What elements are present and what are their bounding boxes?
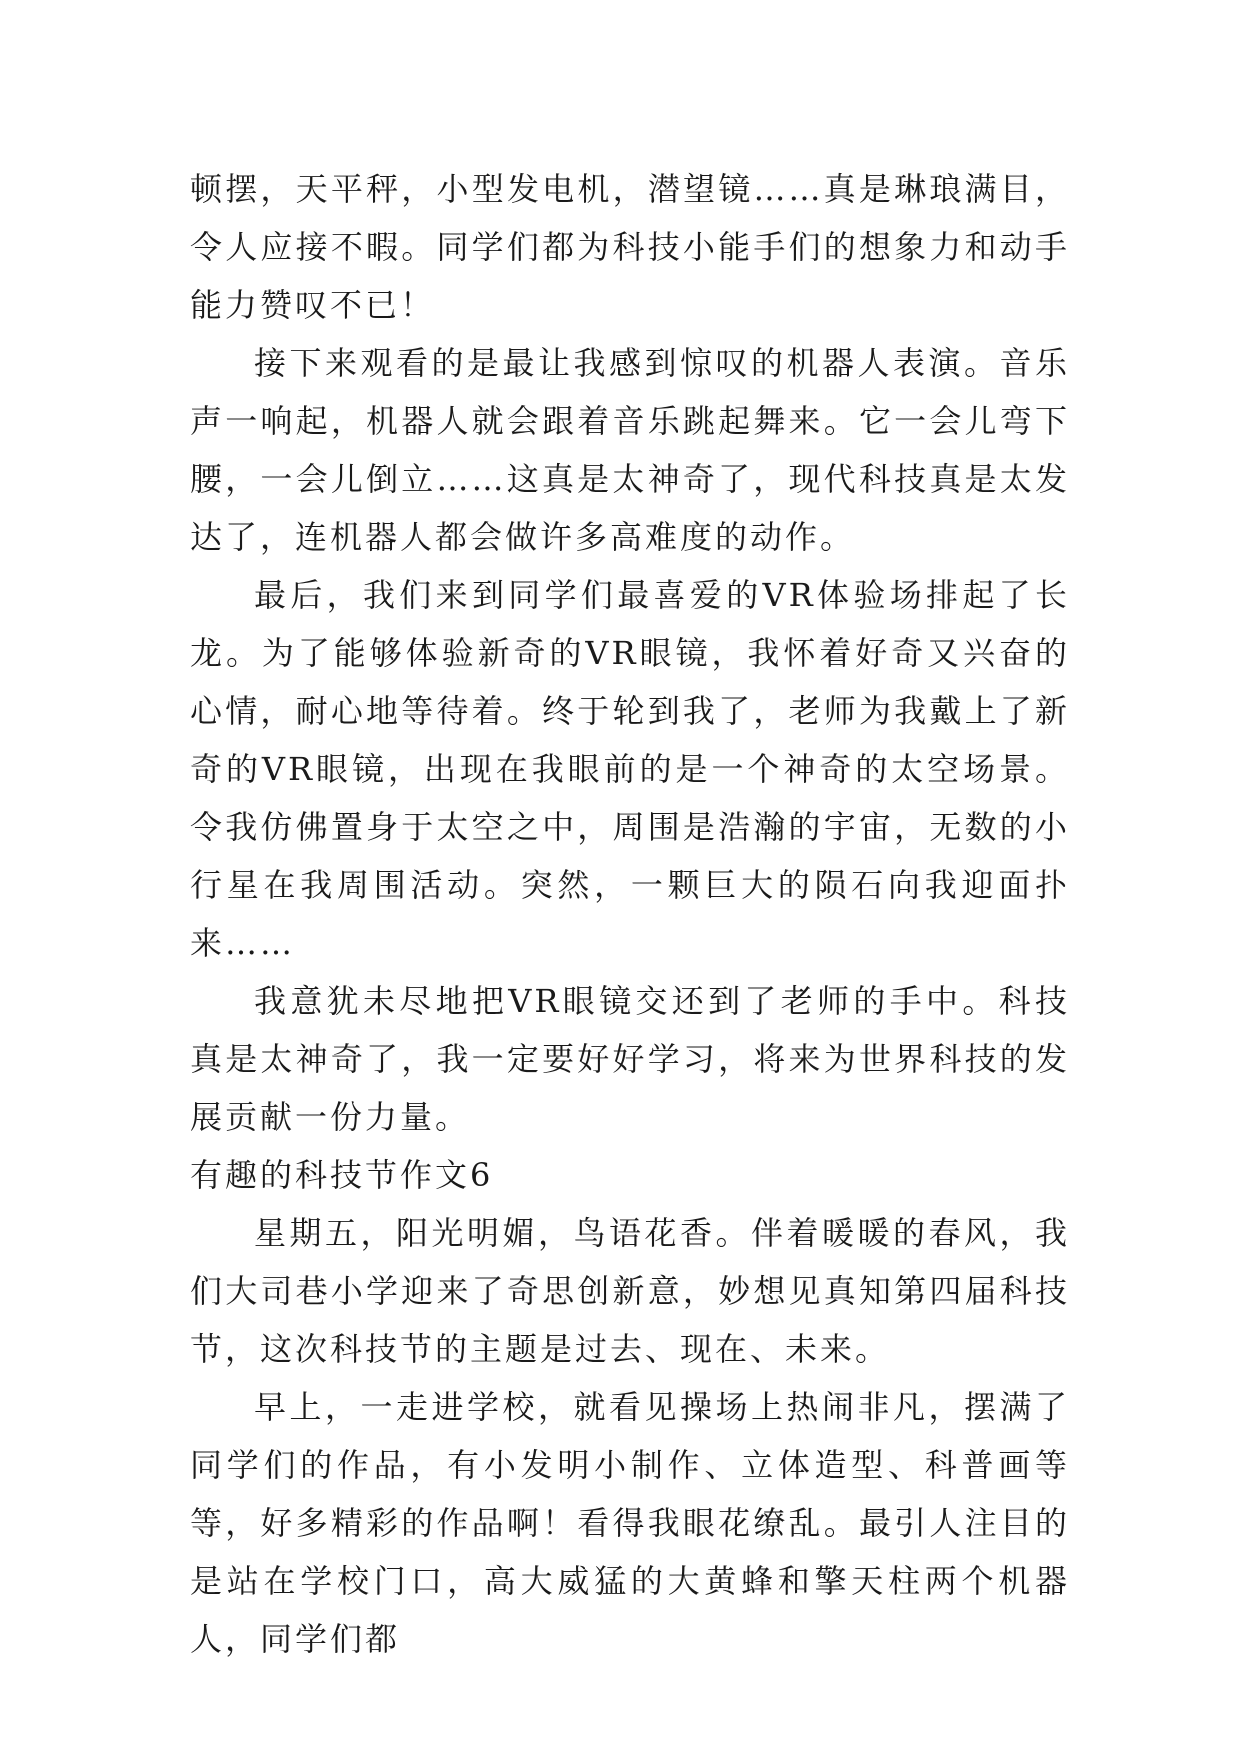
paragraph-intro: 星期五，阳光明媚，鸟语花香。伴着暖暖的春风，我们大司巷小学迎来了奇思创新意，妙想见真知第四届科技节，这次科技节的主题是过去、现在、未来。	[190, 1214, 1070, 1368]
paragraph-conclusion: 我意犹未尽地把VR眼镜交还到了老师的手中。科技真是太神奇了，我一定要好好学习，将来为世界科技的发展贡献一份力量。	[190, 982, 1070, 1136]
paragraph-morning: 早上，一走进学校，就看见操场上热闹非凡，摆满了同学们的作品，有小发明小制作、立体造型、科普画等等，好多精彩的作品啊！看得我眼花缭乱。最引人注目的是站在学校门口，高大威猛的大黄蜂和擎天柱两个机器人，同学们都	[190, 1388, 1070, 1658]
paragraph-continued: 顿摆，天平秤，小型发电机，潜望镜……真是琳琅满目，令人应接不暇。同学们都为科技小能手们的想象力和动手能力赞叹不已！	[190, 170, 1070, 324]
paragraph-vr-experience: 最后，我们来到同学们最喜爱的VR体验场排起了长龙。为了能够体验新奇的VR眼镜，我怀着好奇又兴奋的心情，耐心地等待着。终于轮到我了，老师为我戴上了新奇的VR眼镜，出现在我眼前的是一个神奇的太空场景。令我仿佛置身于太空之中，周围是浩瀚的宇宙，无数的小行星在我周围活动。突然，一颗巨大的陨石向我迎面扑来……	[190, 576, 1070, 962]
paragraph-robot-show: 接下来观看的是最让我感到惊叹的机器人表演。音乐声一响起，机器人就会跟着音乐跳起舞来。它一会儿弯下腰，一会儿倒立……这真是太神奇了，现代科技真是太发达了，连机器人都会做许多高难度的动作。	[190, 344, 1070, 556]
essay-heading: 有趣的科技节作文6	[190, 1156, 494, 1194]
document-body	[190, 160, 1070, 1668]
